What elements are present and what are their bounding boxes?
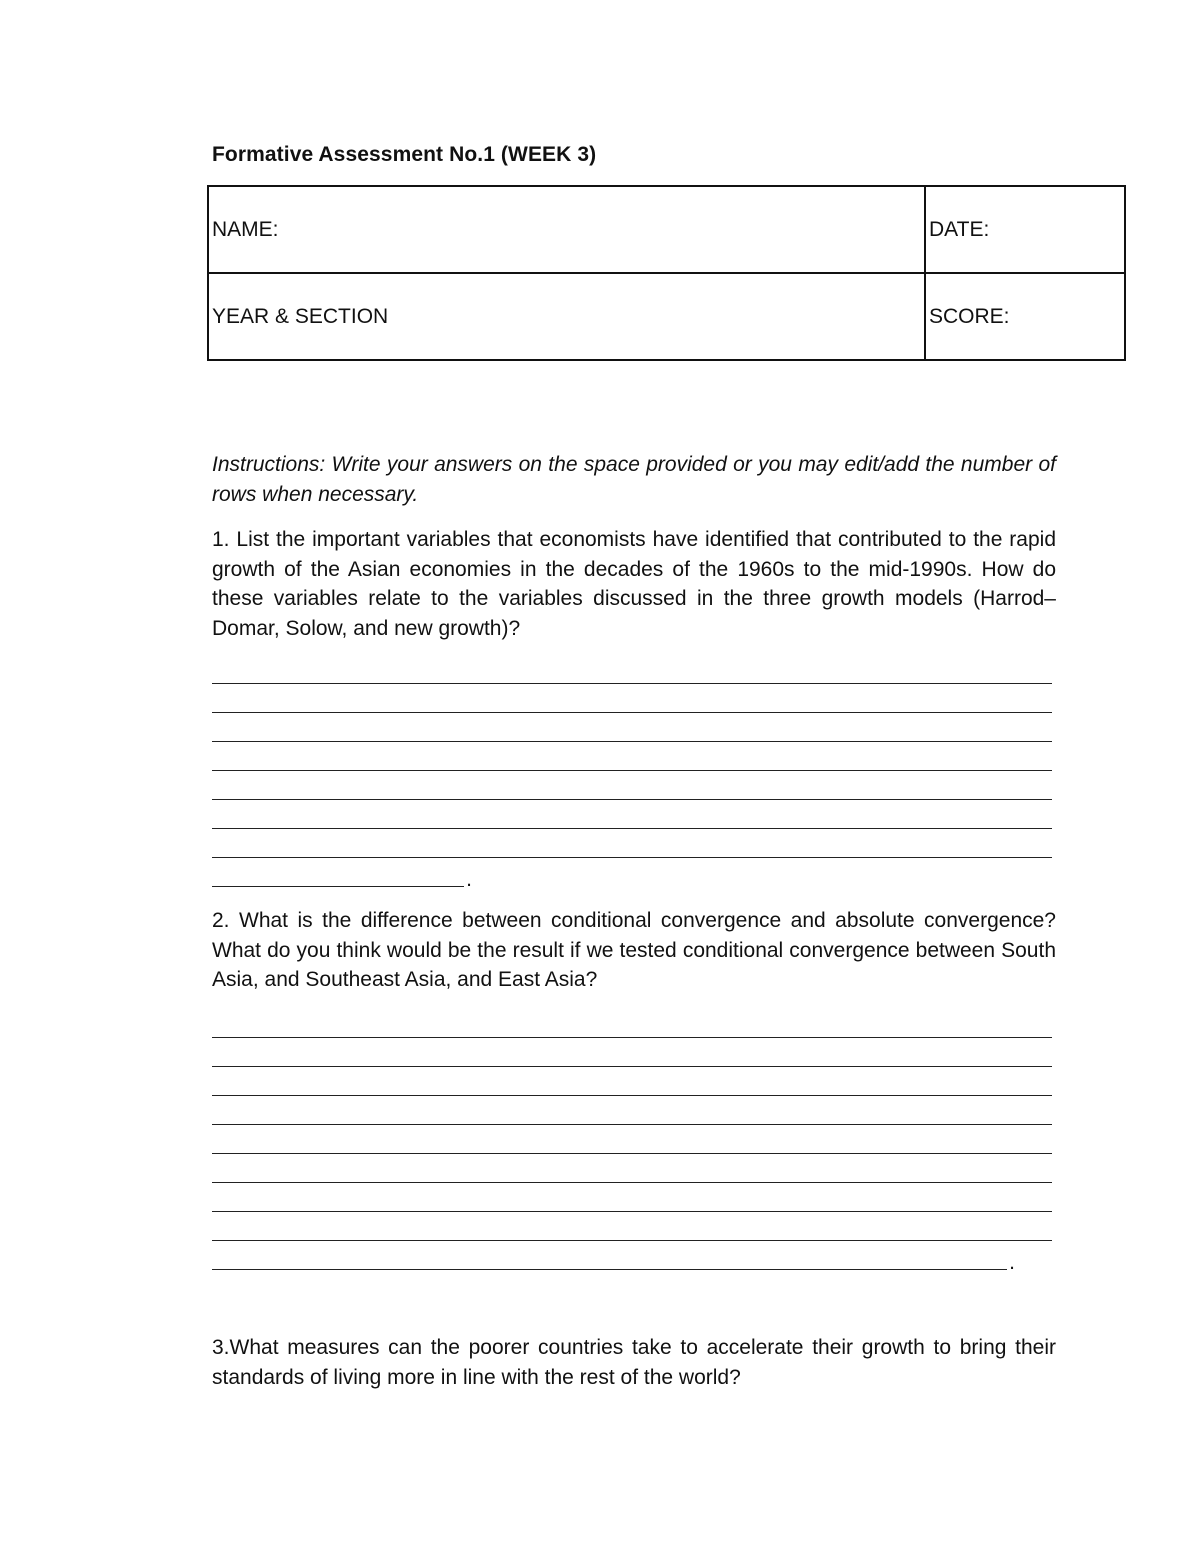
answer-line[interactable] <box>212 776 1052 805</box>
answer-line-last[interactable] <box>212 1246 1015 1275</box>
answer-line[interactable] <box>212 1072 1052 1101</box>
answer-line[interactable] <box>212 1130 1052 1159</box>
date-field[interactable] <box>925 186 1125 273</box>
score-field[interactable] <box>925 273 1125 360</box>
answer-end-period: . <box>466 868 472 891</box>
answer-line[interactable] <box>212 1014 1052 1043</box>
answer-line[interactable] <box>212 747 1052 776</box>
name-field[interactable] <box>208 186 925 273</box>
answer-line[interactable] <box>212 834 1052 863</box>
year-section-field[interactable] <box>208 273 925 360</box>
instructions-text: Instructions: Write your answers on the space provided or you may edit/add the number of rows when necessary. <box>212 453 1056 506</box>
score-label: SCORE: <box>929 304 1010 328</box>
name-label: NAME: <box>212 217 279 241</box>
answer-line-last[interactable] <box>212 863 472 892</box>
question-2-answer-area[interactable] <box>212 1014 1052 1275</box>
answer-end-period: . <box>1009 1251 1015 1274</box>
answer-line[interactable] <box>212 805 1052 834</box>
answer-line[interactable] <box>212 1159 1052 1188</box>
page-title: Formative Assessment No.1 (WEEK 3) <box>212 143 597 166</box>
question-2-text: 2. What is the difference between conditional convergence and absolute convergence? What do you think would be the result if we tested conditional convergence between South Asia, and Southeast Asia, and East Asia? <box>212 909 1056 991</box>
answer-line[interactable] <box>212 660 1052 689</box>
student-info-table <box>207 185 1126 361</box>
answer-line[interactable] <box>212 689 1052 718</box>
answer-line[interactable] <box>212 718 1052 747</box>
answer-line[interactable] <box>212 1101 1052 1130</box>
answer-line[interactable] <box>212 1043 1052 1072</box>
question-1-answer-area[interactable] <box>212 660 1052 892</box>
answer-line[interactable] <box>212 1188 1052 1217</box>
answer-line[interactable] <box>212 1217 1052 1246</box>
question-1-text: 1. List the important variables that economists have identified that contributed to the rapid growth of the Asian economies in the decades of the 1960s to the mid-1990s. How do these variables relate to the variables discussed in the three growth models (Harrod–Domar, Solow, and new growth)? <box>212 528 1056 640</box>
question-3-text: 3.What measures can the poorer countries take to accelerate their growth to bring their standards of living more in line with the rest of the world? <box>212 1336 1056 1389</box>
date-label: DATE: <box>929 217 990 241</box>
year-section-label: YEAR & SECTION <box>212 304 389 328</box>
